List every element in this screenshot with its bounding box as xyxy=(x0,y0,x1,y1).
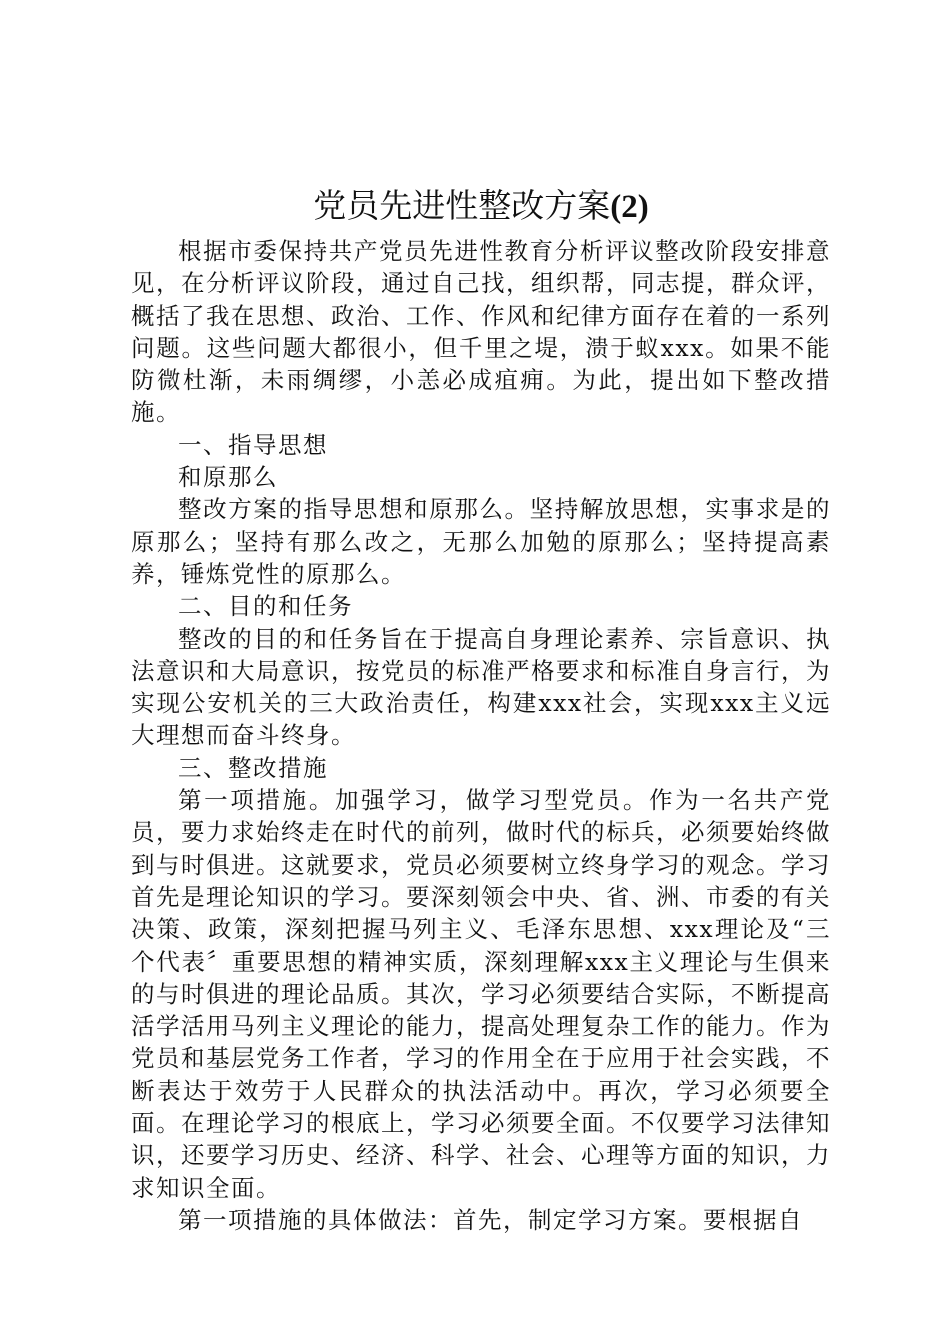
document-body xyxy=(131,235,831,1236)
heading-guiding-thought: 一、指导思想 xyxy=(178,430,328,459)
title-number: (2) xyxy=(610,189,649,225)
heading-measures: 三、整改措施 xyxy=(178,753,328,782)
paragraph-intro: 根据市委保持共产党员先进性教育分析评议整改阶段安排意见，在分析评议阶段，通过自己找，组织帮，同志提，群众评，概括了我在思想、政治、工作、作风和纪律方面存在着的一系列问题。这些问题大都很小，但千里之堤，溃于蚁xxx。如果不能防微杜渐，未雨绸缪，小恙必成疽痈。为此，提出如下整改措施。 xyxy=(131,237,831,427)
paragraph-principles: 整改方案的指导思想和原那么。坚持解放思想，实事求是的原那么；坚持有那么改之，无那么加勉的原那么；坚持提高素养，锤炼党性的原那么。 xyxy=(131,495,831,588)
document-title xyxy=(131,178,831,235)
title-text: 党员先进性整改方案 xyxy=(313,186,611,225)
paragraph-goals-tasks: 整改的目的和任务旨在于提高自身理论素养、宗旨意识、执法意识和大局意识，按党员的标准严格要求和标准自身言行，为实现公安机关的三大政治责任，构建xxx社会，实现xxx主义远大理想而奋斗终身。 xyxy=(131,624,831,750)
paragraph-measure-one-details: 第一项措施的具体做法：首先，制定学习方案。要根据自 xyxy=(178,1205,803,1234)
subheading-principles: 和原那么 xyxy=(178,463,278,492)
heading-goals-tasks: 二、目的和任务 xyxy=(178,592,353,621)
paragraph-measure-one: 第一项措施。加强学习，做学习型党员。作为一名共产党员，要力求始终走在时代的前列，做时代的标兵，必须要始终做到与时俱进。这就要求，党员必须要树立终身学习的观念。学习首先是理论知识的学习。要深刻领会中央、省、洲、市委的有关决策、政策，深刻把握马列主义、毛泽东思想、xxx理论及“三个代表〞重要思想的精神实质，深刻理解xxx主义理论与生俱来的与时俱进的理论品质。其次，学习必须要结合实际，不断提高活学活用马列主义理论的能力，提高处理复杂工作的能力。作为党员和基层党务工作者，学习的作用全在于应用于社会实践，不断表达于效劳于人民群众的执法活动中。再次，学习必须要全面。在理论学习的根底上，学习必须要全面。不仅要学习法律知识，还要学习历史、经济、科学、社会、心理等方面的知识，力求知识全面。 xyxy=(131,786,831,1202)
document-page xyxy=(131,178,831,1236)
